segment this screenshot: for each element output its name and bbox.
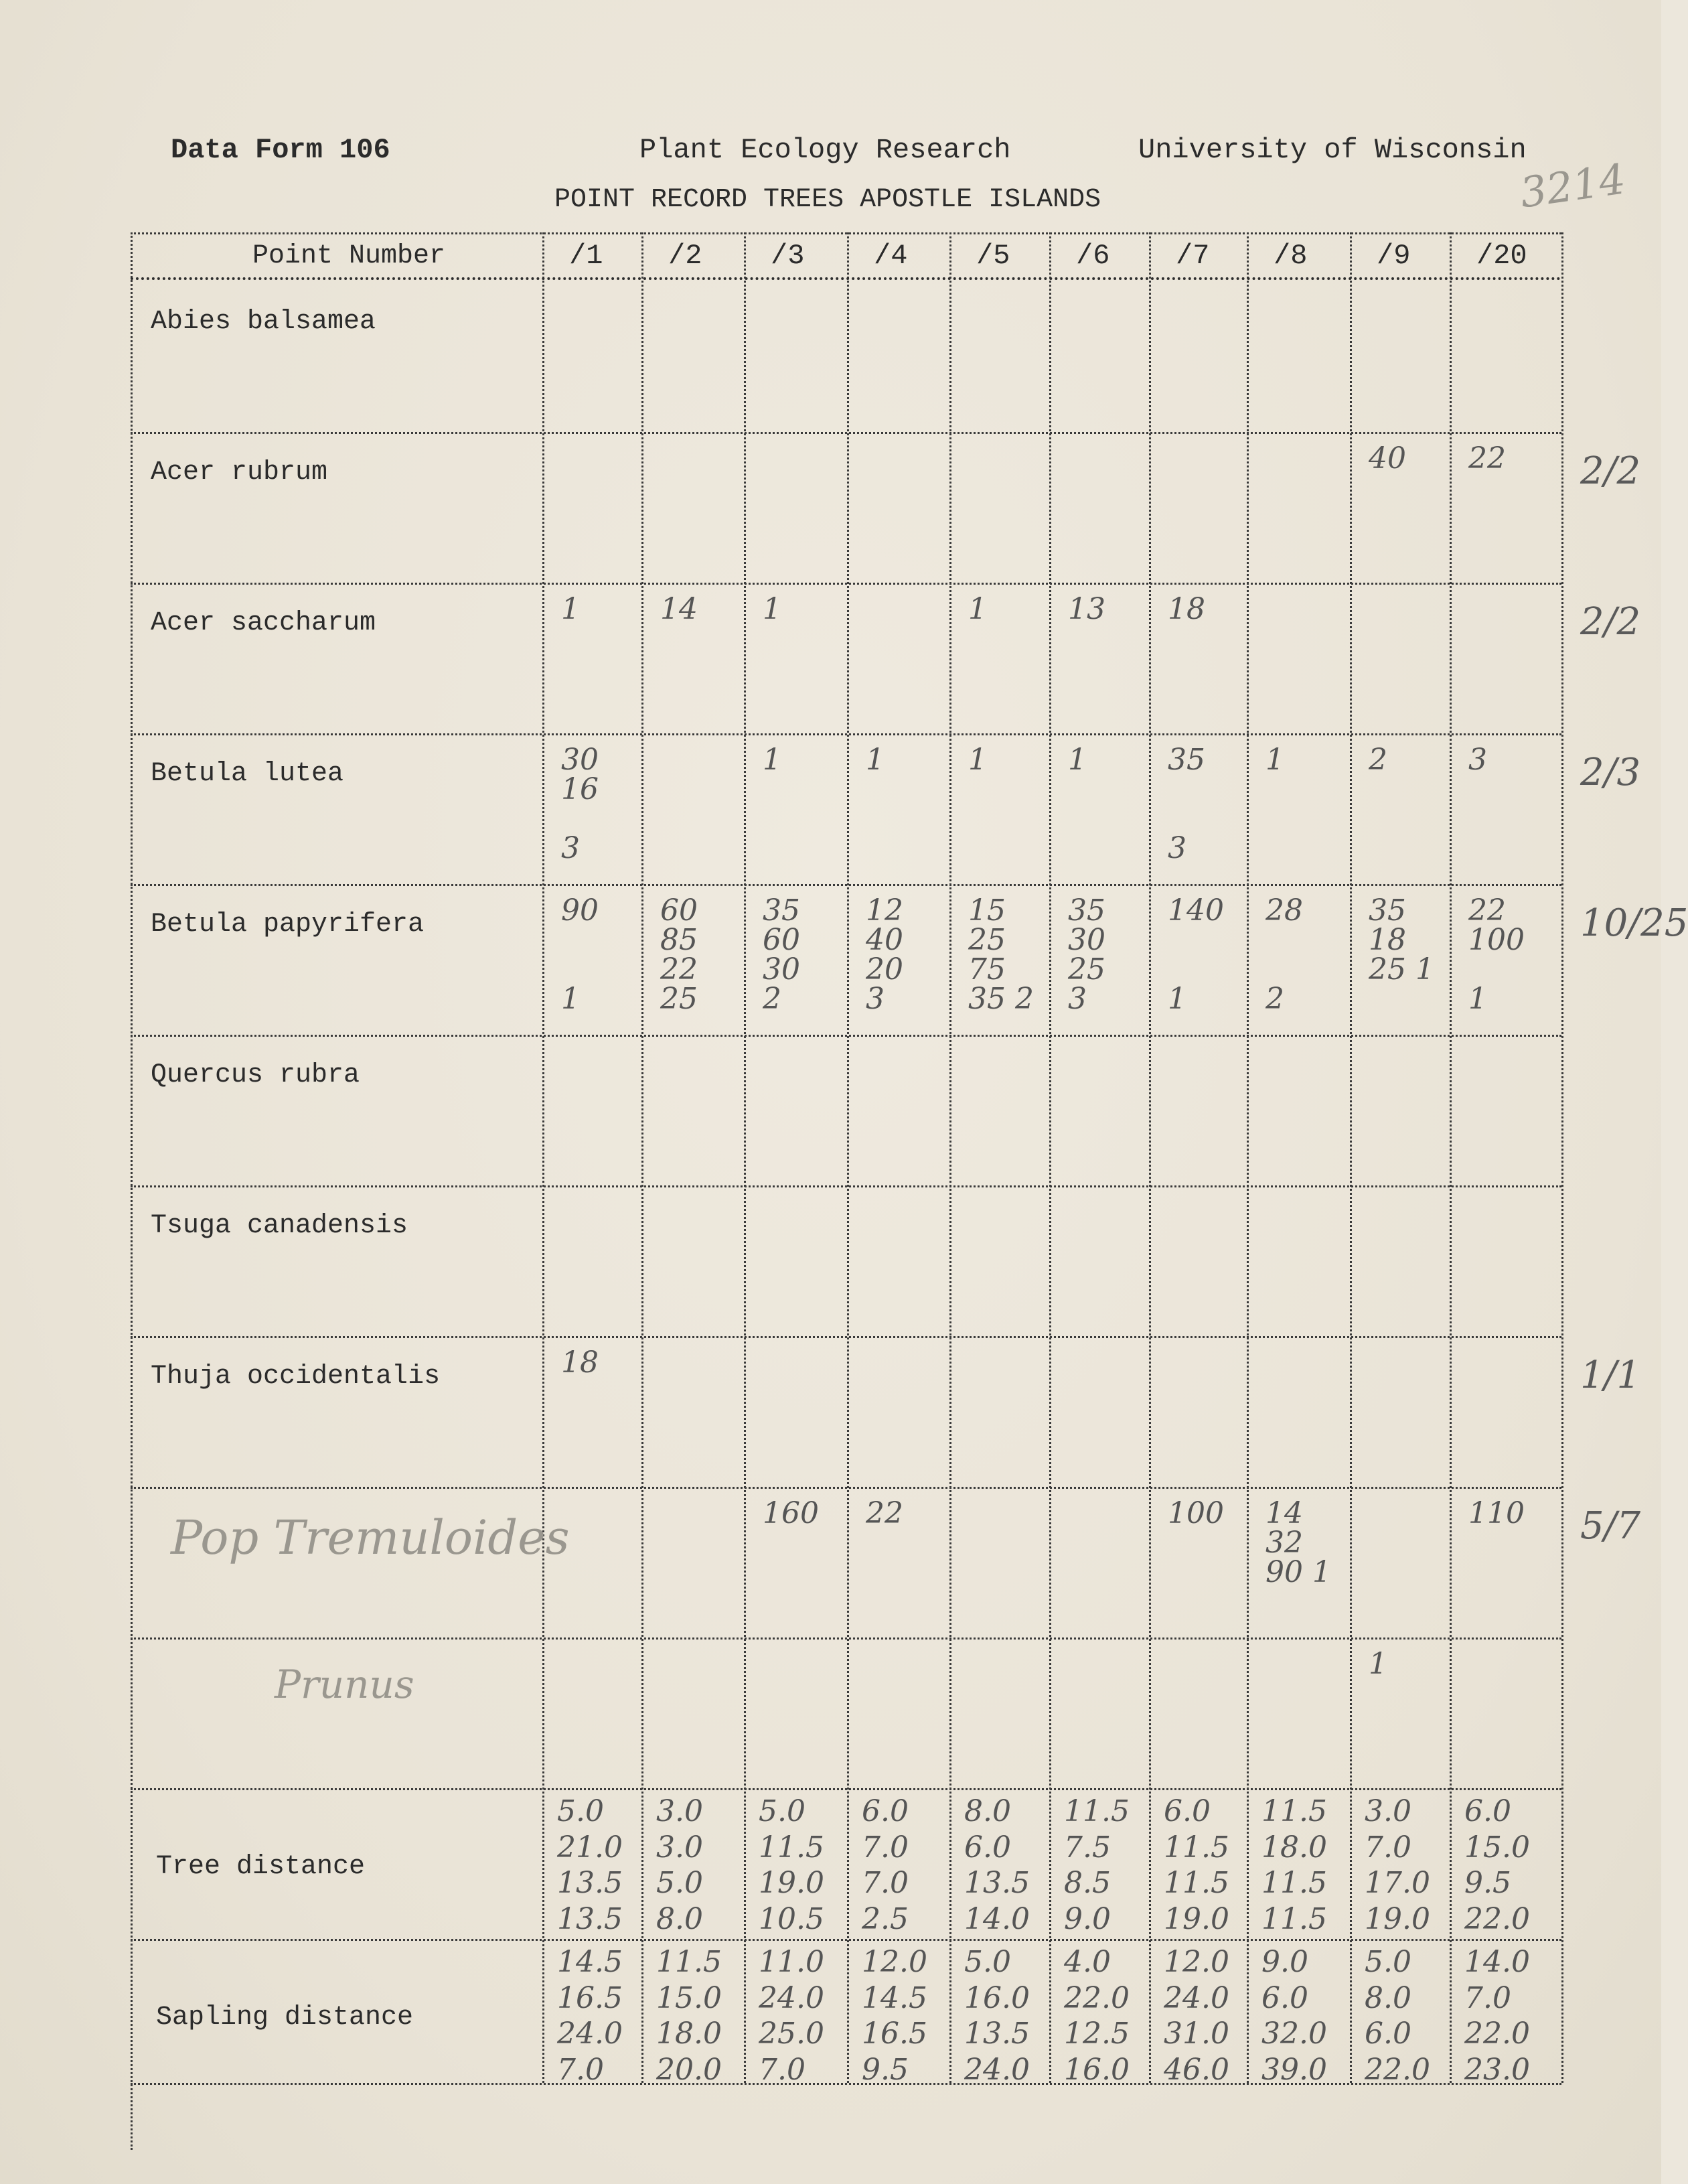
cell-value: 2 (1369, 743, 1387, 777)
corner-note: 3214 (1517, 154, 1629, 218)
cell-value: 1 (968, 743, 987, 777)
grid-column-line (1247, 232, 1249, 2083)
row-tally: 5/7 (1580, 1504, 1641, 1548)
point-number-8: /8 (1274, 240, 1308, 272)
cell-value: 14 (660, 592, 698, 626)
cell-value: 13 (1068, 592, 1105, 626)
form-title: POINT RECORD TREES APOSTLE ISLANDS (554, 185, 1101, 215)
distance-value: 4.0 22.0 12.5 16.0 (1064, 1945, 1130, 2088)
row-tally: 2/2 (1580, 600, 1641, 644)
grid-row-line (131, 1637, 1561, 1640)
species-label: Betula papyrifera (151, 909, 425, 940)
grid-right-border (1561, 232, 1563, 2083)
cell-value: 22 (1468, 441, 1506, 476)
distance-value: 11.5 7.5 8.5 9.0 (1064, 1794, 1130, 1937)
cell-value: 18 (561, 1345, 599, 1380)
grid-bottom-border (131, 2083, 1561, 2085)
grid-row-line (131, 1487, 1561, 1489)
point-number-7: /7 (1176, 240, 1210, 272)
distance-value: 5.0 16.0 13.5 24.0 (964, 1945, 1030, 2088)
header-right: University of Wisconsin (1138, 134, 1527, 166)
grid-column-line (542, 232, 544, 2083)
cell-value: 14 32 90 1 (1265, 1496, 1331, 1589)
species-label: Abies balsamea (151, 307, 376, 337)
grid-row-line (131, 432, 1561, 434)
grid-row-line (131, 733, 1561, 735)
distance-value: 12.0 14.5 16.5 9.5 (862, 1945, 927, 2088)
distance-value: 8.0 6.0 13.5 14.0 (964, 1794, 1030, 1937)
cell-value: 22 (866, 1496, 903, 1530)
row-tally: 10/25 (1580, 901, 1688, 945)
header-center: Plant Ecology Research (639, 134, 1011, 166)
cell-value: 28 2 (1265, 893, 1303, 1016)
grid-left-border (131, 232, 133, 2150)
distance-value: 6.0 11.5 11.5 19.0 (1164, 1794, 1229, 1937)
distance-value: 14.0 7.0 22.0 23.0 (1464, 1945, 1530, 2088)
grid-row-line (131, 583, 1561, 585)
point-number-1: /1 (569, 240, 603, 272)
cell-value: 1 (866, 743, 885, 777)
distance-value: 12.0 24.0 31.0 46.0 (1164, 1945, 1229, 2088)
point-number-4: /4 (874, 240, 908, 272)
grid-column-line (1149, 232, 1151, 2083)
point-number-2: /2 (668, 240, 702, 272)
grid-column-line (641, 232, 643, 2083)
grid-column-line (744, 232, 746, 2083)
cell-value: 35 60 30 2 (763, 893, 800, 1016)
distance-value: 5.0 11.5 19.0 10.5 (759, 1794, 824, 1937)
distance-value: 3.0 7.0 17.0 19.0 (1365, 1794, 1430, 1937)
grid-column-line (1350, 232, 1352, 2083)
cell-value: 1 (561, 592, 580, 626)
sapling-distance-label: Sapling distance (156, 2003, 414, 2033)
grid-row-line (131, 1939, 1561, 1941)
grid-column-line (949, 232, 951, 2083)
point-number-6: /6 (1076, 240, 1110, 272)
row-tally: 2/3 (1580, 751, 1641, 794)
cell-value: 90 1 (561, 893, 599, 1016)
cell-value: 12 40 20 3 (866, 893, 903, 1016)
cell-value: 40 (1369, 441, 1406, 476)
distance-value: 6.0 15.0 9.5 22.0 (1464, 1794, 1530, 1937)
cell-value: 30 16 3 (561, 743, 599, 865)
grid-row-line (131, 1035, 1561, 1037)
grid-column-line (1049, 232, 1051, 2083)
distance-value: 9.0 6.0 32.0 39.0 (1261, 1945, 1327, 2088)
species-label: Acer saccharum (151, 608, 376, 638)
grid-column-line (1450, 232, 1452, 2083)
species-label: Quercus rubra (151, 1060, 360, 1090)
distance-value: 6.0 7.0 7.0 2.5 (862, 1794, 909, 1937)
cell-value: 110 (1468, 1496, 1525, 1530)
point-number-20: /20 (1476, 240, 1527, 272)
species-label: Tsuga canadensis (151, 1211, 408, 1241)
cell-value: 1 (1369, 1647, 1387, 1681)
cell-value: 1 (763, 743, 781, 777)
species-label: Pop Tremuloides (171, 1510, 570, 1565)
tree-distance-label: Tree distance (156, 1852, 366, 1882)
cell-value: 100 (1168, 1496, 1224, 1530)
species-label: Acer rubrum (151, 457, 328, 488)
cell-value: 1 (968, 592, 987, 626)
distance-value: 11.5 15.0 18.0 20.0 (656, 1945, 722, 2088)
distance-value: 11.0 24.0 25.0 7.0 (759, 1945, 824, 2088)
distance-value: 3.0 3.0 5.0 8.0 (656, 1794, 703, 1937)
cell-value: 18 (1168, 592, 1205, 626)
grid-header-line (131, 277, 1561, 280)
grid-column-line (847, 232, 849, 2083)
row-tally: 1/1 (1580, 1354, 1641, 1397)
form-number: Data Form 106 (171, 134, 390, 166)
cell-value: 22 100 1 (1468, 893, 1525, 1016)
cell-value: 160 (763, 1496, 819, 1530)
point-number-label: Point Number (252, 241, 446, 271)
cell-value: 1 (1265, 743, 1284, 777)
cell-value: 35 3 (1168, 743, 1205, 865)
grid-row-line (131, 1185, 1561, 1187)
grid-row-line (131, 884, 1561, 886)
row-tally: 2/2 (1580, 449, 1641, 493)
cell-value: 1 (1068, 743, 1087, 777)
distance-value: 5.0 21.0 13.5 13.5 (557, 1794, 623, 1937)
distance-value: 14.5 16.5 24.0 7.0 (557, 1945, 623, 2088)
distance-value: 11.5 18.0 11.5 11.5 (1261, 1794, 1327, 1937)
point-number-3: /3 (771, 240, 805, 272)
distance-value: 5.0 8.0 6.0 22.0 (1365, 1945, 1430, 2088)
cell-value: 140 1 (1168, 893, 1224, 1016)
cell-value: 60 85 22 25 (660, 893, 698, 1016)
species-label: Betula lutea (151, 759, 344, 789)
grid-row-line (131, 1788, 1561, 1790)
grid-row-line (131, 1336, 1561, 1338)
point-number-5: /5 (976, 240, 1010, 272)
point-number-9: /9 (1377, 240, 1411, 272)
cell-value: 15 25 75 35 2 (968, 893, 1034, 1016)
cell-value: 35 30 25 3 (1068, 893, 1105, 1016)
cell-value: 35 18 25 1 (1369, 893, 1434, 987)
cell-value: 3 (1468, 743, 1487, 777)
species-label: Thuja occidentalis (151, 1362, 441, 1392)
cell-value: 1 (763, 592, 781, 626)
grid-top-border (131, 232, 1561, 234)
species-label: Prunus (275, 1662, 414, 1707)
